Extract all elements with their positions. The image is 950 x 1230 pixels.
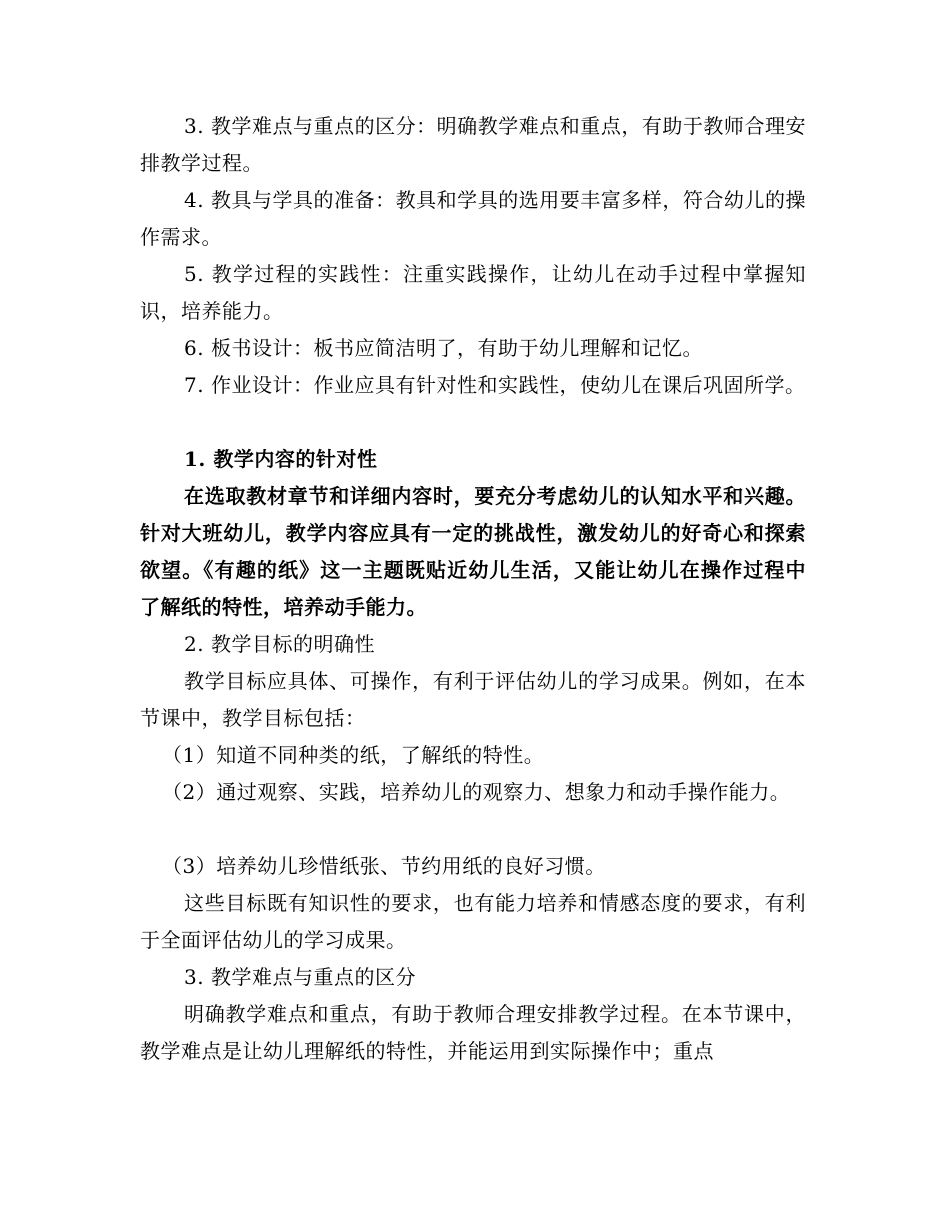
heading-difficulty-distinction: 3. 教学难点与重点的区分 xyxy=(184,965,416,989)
paragraph-objective-summary: 这些目标既有知识性的要求，也有能力培养和情感态度的要求，有利于全面评估幼儿的学习成果。 xyxy=(140,891,806,952)
paragraph-homework-design: 7. 作业设计：作业应具有针对性和实践性，使幼儿在课后巩固所学。 xyxy=(184,373,806,397)
paragraph-difficulty-key-points: 3. 教学难点与重点的区分：明确教学难点和重点，有助于教师合理安排教学过程。 xyxy=(140,114,806,175)
list-item-objective-3: （3）培养幼儿珍惜纸张、节约用纸的良好习惯。 xyxy=(162,854,606,878)
heading-content-targeting: 1. 教学内容的针对性 xyxy=(184,447,378,471)
heading-objective-clarity: 2. 教学目标的明确性 xyxy=(184,632,375,656)
paragraph-difficulty-distinction: 明确教学难点和重点，有助于教师合理安排教学过程。在本节课中，教学难点是让幼儿理解纸的特性，并能运用到实际操作中；重点 xyxy=(140,1002,806,1063)
paragraph-practice: 5. 教学过程的实践性：注重实践操作，让幼儿在动手过程中掌握知识，培养能力。 xyxy=(140,262,806,323)
list-item-objective-1: （1）知道不同种类的纸，了解纸的特性。 xyxy=(162,743,545,767)
paragraph-content-targeting: 在选取教材章节和详细内容时，要充分考虑幼儿的认知水平和兴趣。针对大班幼儿，教学内容应具有一定的挑战性，激发幼儿的好奇心和探索欲望。《有趣的纸》这一主题既贴近幼儿生活，又能让幼儿在操作过程中了解纸的特性，培养动手能力。 xyxy=(140,484,806,619)
list-item-objective-2: （2）通过观察、实践，培养幼儿的观察力、想象力和动手操作能力。 xyxy=(162,780,791,804)
paragraph-blackboard-design: 6. 板书设计：板书应简洁明了，有助于幼儿理解和记忆。 xyxy=(184,336,703,360)
paragraph-objective-clarity: 教学目标应具体、可操作，有利于评估幼儿的学习成果。例如，在本节课中，教学目标包括： xyxy=(140,669,806,730)
paragraph-teaching-aids: 4. 教具与学具的准备：教具和学具的选用要丰富多样，符合幼儿的操作需求。 xyxy=(140,188,806,249)
